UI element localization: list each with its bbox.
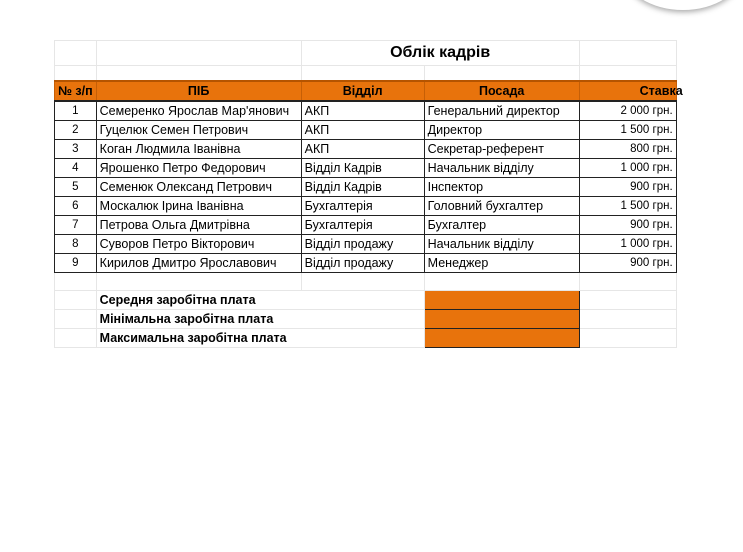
table-row (55, 178, 677, 197)
sheet-title[interactable]: Облік кадрів (301, 41, 579, 66)
spacer-row (55, 66, 677, 82)
cell[interactable] (55, 310, 97, 329)
table-row (55, 197, 677, 216)
row-number-cell[interactable]: 3 (55, 140, 97, 159)
row-number-cell[interactable]: 4 (55, 159, 97, 178)
cell[interactable] (55, 41, 97, 66)
cell[interactable] (96, 273, 301, 291)
name-cell[interactable]: Кирилов Дмитро Ярославович (96, 254, 301, 273)
cell[interactable] (55, 329, 97, 348)
summary-row-max (55, 329, 677, 348)
cell[interactable] (55, 291, 97, 310)
position-cell[interactable]: Начальник відділу (424, 235, 579, 254)
rate-cell[interactable]: 900 грн. (579, 254, 676, 273)
name-cell[interactable]: Гуцелюк Семен Петрович (96, 121, 301, 140)
rate-cell[interactable]: 1 000 грн. (579, 159, 676, 178)
rate-cell[interactable]: 2 000 грн. (579, 101, 676, 121)
row-number-cell[interactable]: 7 (55, 216, 97, 235)
cell[interactable] (579, 291, 676, 310)
max-salary-result[interactable] (424, 329, 579, 348)
max-salary-label[interactable]: Максимальна заробітна плата (96, 329, 424, 348)
name-cell[interactable]: Петрова Ольга Дмитрівна (96, 216, 301, 235)
table-row (55, 216, 677, 235)
avg-salary-label[interactable]: Середня заробітна плата (96, 291, 424, 310)
rate-cell[interactable]: 1 500 грн. (579, 121, 676, 140)
department-cell[interactable]: Відділ Кадрів (301, 178, 424, 197)
position-cell[interactable]: Директор (424, 121, 579, 140)
cell[interactable] (424, 66, 579, 82)
department-cell[interactable]: Відділ продажу (301, 235, 424, 254)
department-cell[interactable]: АКП (301, 101, 424, 121)
name-cell[interactable]: Суворов Петро Вікторович (96, 235, 301, 254)
header-rate-label: Ставка (639, 84, 683, 98)
cell[interactable] (579, 41, 676, 66)
header-position[interactable]: Посада (424, 81, 579, 101)
cell[interactable] (424, 273, 579, 291)
position-cell[interactable]: Інспектор (424, 178, 579, 197)
page-corner-shadow (623, 0, 743, 10)
department-cell[interactable]: АКП (301, 140, 424, 159)
avg-salary-result[interactable] (424, 291, 579, 310)
header-num[interactable]: № з/п (55, 81, 97, 101)
table-row (55, 159, 677, 178)
cell[interactable] (301, 66, 424, 82)
row-number-cell[interactable]: 5 (55, 178, 97, 197)
position-cell[interactable]: Бухгалтер (424, 216, 579, 235)
cell[interactable] (55, 66, 97, 82)
table-row (55, 254, 677, 273)
position-cell[interactable]: Менеджер (424, 254, 579, 273)
row-number-cell[interactable]: 2 (55, 121, 97, 140)
summary-row-avg (55, 291, 677, 310)
row-number-cell[interactable]: 1 (55, 101, 97, 121)
cell[interactable] (55, 273, 97, 291)
min-salary-label[interactable]: Мінімальна заробітна плата (96, 310, 424, 329)
min-salary-result[interactable] (424, 310, 579, 329)
table-row (55, 101, 677, 121)
department-cell[interactable]: АКП (301, 121, 424, 140)
rate-cell[interactable]: 1 500 грн. (579, 197, 676, 216)
name-cell[interactable]: Москалюк Ірина Іванівна (96, 197, 301, 216)
name-cell[interactable]: Семенюк Олександ Петрович (96, 178, 301, 197)
position-cell[interactable]: Головний бухгалтер (424, 197, 579, 216)
name-cell[interactable]: Коган Людмила Іванівна (96, 140, 301, 159)
rate-cell[interactable]: 800 грн. (579, 140, 676, 159)
gap-row (55, 273, 677, 291)
staff-table (54, 40, 683, 348)
summary-row-min (55, 310, 677, 329)
table-body (55, 101, 677, 273)
position-cell[interactable]: Секретар-референт (424, 140, 579, 159)
row-number-cell[interactable]: 9 (55, 254, 97, 273)
department-cell[interactable]: Відділ продажу (301, 254, 424, 273)
cell[interactable] (301, 273, 424, 291)
header-rate[interactable] (579, 81, 683, 101)
rate-cell[interactable]: 1 000 грн. (579, 235, 676, 254)
header-dept[interactable]: Відділ (301, 81, 424, 101)
cell[interactable] (96, 41, 301, 66)
cell[interactable] (96, 66, 301, 82)
table-row (55, 235, 677, 254)
department-cell[interactable]: Бухгалтерія (301, 216, 424, 235)
cell[interactable] (579, 273, 676, 291)
cell[interactable] (579, 310, 676, 329)
department-cell[interactable]: Бухгалтерія (301, 197, 424, 216)
cell[interactable] (579, 66, 676, 82)
table-row (55, 140, 677, 159)
name-cell[interactable]: Ярошенко Петро Федорович (96, 159, 301, 178)
rate-cell[interactable]: 900 грн. (579, 216, 676, 235)
row-number-cell[interactable]: 8 (55, 235, 97, 254)
name-cell[interactable]: Семеренко Ярослав Мар'янович (96, 101, 301, 121)
rate-cell[interactable]: 900 грн. (579, 178, 676, 197)
position-cell[interactable]: Генеральний директор (424, 101, 579, 121)
position-cell[interactable]: Начальник відділу (424, 159, 579, 178)
title-row (55, 41, 677, 66)
cell[interactable] (579, 329, 676, 348)
table-row (55, 121, 677, 140)
department-cell[interactable]: Відділ Кадрів (301, 159, 424, 178)
header-row (55, 81, 677, 101)
row-number-cell[interactable]: 6 (55, 197, 97, 216)
header-name[interactable]: ПІБ (96, 81, 301, 101)
